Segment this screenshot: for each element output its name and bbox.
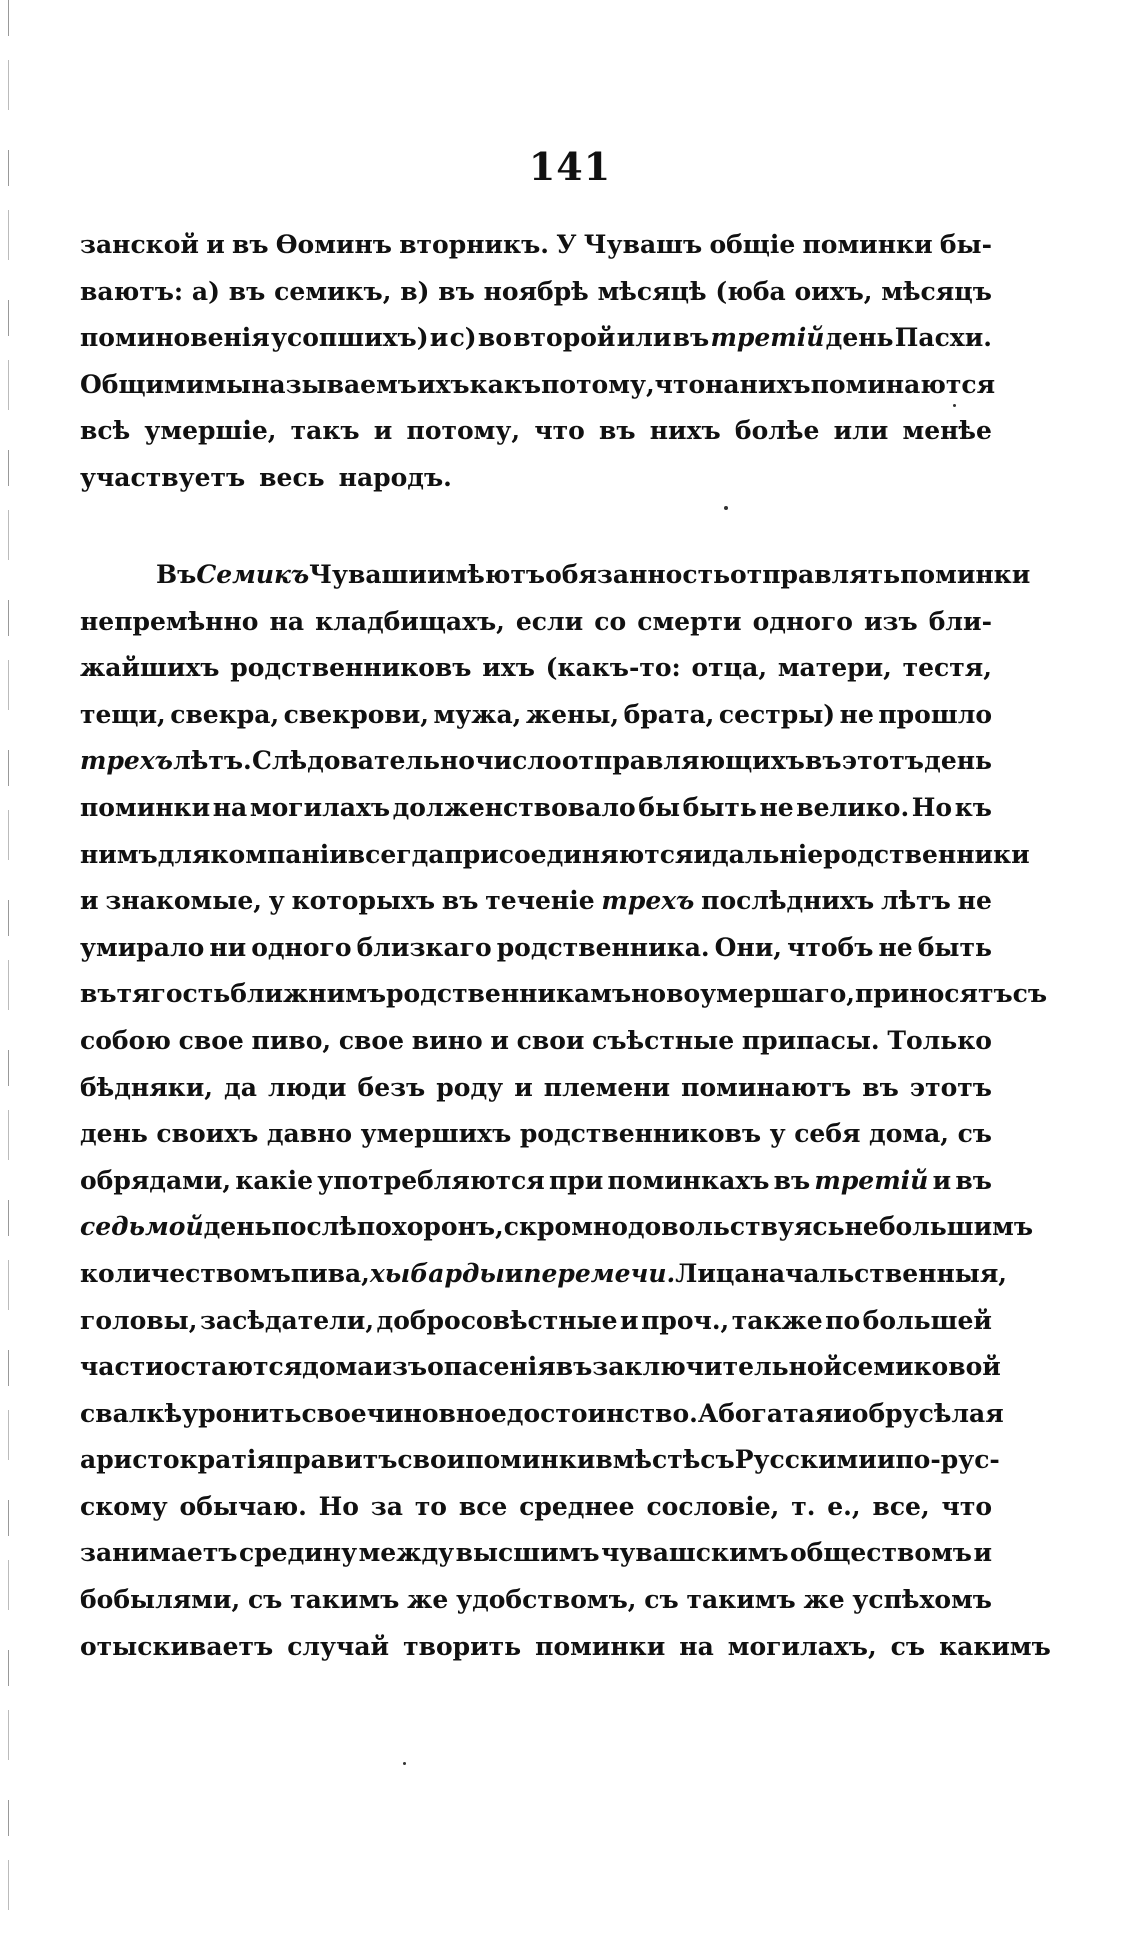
word: близкаго xyxy=(356,932,492,962)
text-line xyxy=(80,692,992,739)
text-line xyxy=(80,1391,1004,1438)
word: могилахъ, xyxy=(727,1631,877,1661)
word: и xyxy=(620,1305,639,1335)
word: съ xyxy=(700,1445,735,1475)
word: въ xyxy=(438,276,475,306)
word: свекра, xyxy=(170,699,280,729)
text-line xyxy=(80,1204,1034,1251)
word: Слѣдовательно xyxy=(252,746,475,776)
word: какимъ xyxy=(939,1631,1051,1661)
word: лѣтъ xyxy=(880,886,951,916)
word: нихъ xyxy=(739,369,811,399)
word: за xyxy=(370,1491,403,1521)
word: обязанность xyxy=(545,560,731,589)
word: день xyxy=(825,323,894,353)
word: поминовенія xyxy=(80,323,270,353)
text-line xyxy=(80,832,1030,879)
word: въ xyxy=(228,276,266,306)
word: начальственныя, xyxy=(750,1258,1007,1288)
text-line xyxy=(80,362,996,409)
word: тестя, xyxy=(902,653,992,683)
word: усопшихъ) xyxy=(271,323,429,353)
word: Ѳоминъ xyxy=(275,230,392,259)
word: ваютъ: xyxy=(80,276,184,306)
text-line xyxy=(80,1158,992,1205)
word: обрядами, xyxy=(80,1165,232,1195)
word: занской xyxy=(80,230,199,259)
word: тещи, xyxy=(80,699,166,729)
word: вино xyxy=(411,1025,483,1055)
word: велико. xyxy=(796,792,910,822)
word: теченіе xyxy=(485,886,595,916)
word: высшимъ xyxy=(455,1538,600,1568)
word: употребляются xyxy=(317,1165,545,1195)
word: сословіе, xyxy=(646,1491,780,1521)
word: собою xyxy=(80,1025,171,1055)
word: обрусѣлая xyxy=(851,1398,1004,1428)
word: послѣ xyxy=(271,1212,357,1242)
word: жайшихъ xyxy=(80,653,220,683)
word: е., xyxy=(827,1491,861,1521)
word: у xyxy=(268,886,285,916)
word: остаются xyxy=(163,1352,303,1382)
word: поминки xyxy=(900,560,1031,589)
word: въ xyxy=(231,230,269,259)
word: Чуваши xyxy=(309,560,427,589)
word: не xyxy=(839,699,874,729)
word: бли- xyxy=(928,606,992,636)
word: новоумершаго, xyxy=(631,979,856,1009)
word: изъ xyxy=(373,1352,428,1382)
word: и xyxy=(373,416,393,446)
word: и xyxy=(429,323,449,353)
word: родственниковъ xyxy=(519,1119,762,1149)
word: а) xyxy=(191,276,220,306)
word: мужа, xyxy=(433,699,522,729)
word: же xyxy=(407,1585,449,1615)
word: на xyxy=(269,606,305,636)
word: или xyxy=(833,416,889,446)
word: в) xyxy=(400,276,430,306)
print-speck xyxy=(403,1762,406,1765)
word: въ xyxy=(555,1352,593,1382)
word: быть xyxy=(917,932,992,962)
word: припасы. xyxy=(741,1025,880,1055)
word: бы- xyxy=(939,230,992,259)
word: одного xyxy=(251,932,352,962)
word: родственника. xyxy=(496,932,710,962)
word: третій xyxy=(814,1165,929,1195)
word: не xyxy=(759,792,794,822)
word: поминки xyxy=(535,1631,666,1661)
word: вмѣстѣ xyxy=(595,1445,701,1475)
word: не xyxy=(878,932,913,962)
word: ноябрѣ xyxy=(483,276,589,306)
word: какъ xyxy=(469,369,542,399)
word: долженствовало xyxy=(392,792,636,822)
word: Только xyxy=(887,1025,992,1055)
word: что xyxy=(654,369,706,399)
word: съ xyxy=(957,1119,992,1149)
word: семиковой xyxy=(842,1352,1001,1382)
word: этотъ xyxy=(909,1072,992,1102)
word: поминки xyxy=(802,230,933,259)
word: во xyxy=(477,323,512,353)
word: или xyxy=(616,323,672,353)
word: также xyxy=(731,1305,823,1335)
word: общіе xyxy=(709,230,796,259)
word: бобылями, xyxy=(80,1585,241,1615)
word: весь xyxy=(259,462,325,492)
word: поминкахъ xyxy=(607,1165,770,1195)
word: седьмой xyxy=(80,1212,204,1242)
word: и xyxy=(504,1258,524,1288)
word: на xyxy=(679,1631,714,1661)
word: же xyxy=(803,1585,845,1615)
word: трехъ xyxy=(80,746,173,776)
word: въ xyxy=(773,1165,811,1195)
word: родственниковъ xyxy=(230,653,472,683)
word: въ xyxy=(80,979,117,1009)
word: дальніе xyxy=(711,839,824,869)
word: творить xyxy=(403,1631,522,1661)
word: мѣсяцъ xyxy=(881,276,992,306)
word: ихъ xyxy=(416,369,470,399)
word: проч., xyxy=(641,1305,730,1335)
word: число xyxy=(475,746,562,776)
word: и xyxy=(80,886,99,916)
word: кладбищахъ, xyxy=(315,606,505,636)
word: не xyxy=(957,886,992,916)
word: чиновное xyxy=(366,1398,507,1428)
text-line xyxy=(80,1018,992,1065)
word: родственники xyxy=(823,839,1030,869)
word: чтобъ xyxy=(787,932,874,962)
word: умершихъ xyxy=(360,1119,512,1149)
word: свалкѣ xyxy=(80,1398,183,1428)
word: с) xyxy=(449,323,477,353)
word: менѣе xyxy=(902,416,992,446)
word: поминки xyxy=(465,1445,596,1475)
word: добросовѣстные xyxy=(376,1305,618,1335)
word: народъ. xyxy=(338,462,452,492)
text-line xyxy=(80,552,1031,599)
text-line xyxy=(80,738,992,785)
word: третій xyxy=(710,323,825,353)
word: участвуетъ xyxy=(80,462,246,492)
word: умершіе, xyxy=(144,416,277,446)
word: вторникъ. xyxy=(399,230,549,259)
word: и xyxy=(973,1538,992,1568)
word: Лица xyxy=(675,1258,751,1288)
word: и xyxy=(833,1398,852,1428)
word: отыскиваетъ xyxy=(80,1631,274,1661)
word: и xyxy=(490,1025,509,1055)
word: трехъ xyxy=(601,886,695,916)
word: давно xyxy=(266,1119,353,1149)
word: такимъ xyxy=(290,1585,400,1615)
word: скому xyxy=(80,1491,168,1521)
word: изъ xyxy=(863,606,918,636)
word: перемечи. xyxy=(523,1258,676,1288)
word: всѣ xyxy=(80,416,131,446)
word: засѣдатели, xyxy=(199,1305,375,1335)
word: этотъ xyxy=(841,746,924,776)
word: отправляющихъ xyxy=(561,746,805,776)
word: приносятъ xyxy=(855,979,1013,1009)
word: поминки xyxy=(80,792,211,822)
word: и xyxy=(206,230,225,259)
word: по xyxy=(825,1305,861,1335)
word: Русскими xyxy=(734,1445,877,1475)
word: въ xyxy=(862,1072,899,1102)
word: знакомые, xyxy=(105,886,262,916)
word: среднее xyxy=(519,1491,635,1521)
word: для xyxy=(157,839,211,869)
word: да xyxy=(224,1072,257,1102)
word: на xyxy=(212,792,248,822)
word: ближнимъ xyxy=(230,979,387,1009)
text-line xyxy=(80,1251,1007,1298)
word: прошло xyxy=(878,699,992,729)
word: (юба оихъ, xyxy=(715,276,873,306)
word: пиво, xyxy=(251,1025,332,1055)
word: потому, xyxy=(541,369,655,399)
word: свое xyxy=(338,1025,405,1055)
word: въ xyxy=(441,886,479,916)
word: въ xyxy=(598,416,636,446)
word: пива, xyxy=(290,1258,370,1288)
word: Общими xyxy=(80,369,205,399)
print-speck xyxy=(724,506,728,510)
word: все, xyxy=(872,1491,930,1521)
word: при xyxy=(548,1165,604,1195)
word: и xyxy=(514,1072,533,1102)
print-speck xyxy=(953,404,956,407)
word: и xyxy=(876,1445,896,1475)
word: все xyxy=(458,1491,508,1521)
word: лѣтъ. xyxy=(173,746,252,776)
word: со xyxy=(594,606,627,636)
paragraph-1 xyxy=(80,222,996,502)
word: Чувашъ xyxy=(583,230,703,259)
word: достоинство. xyxy=(506,1398,698,1428)
word: Они, xyxy=(714,932,782,962)
word: такимъ xyxy=(686,1585,796,1615)
word: съѣстные xyxy=(592,1025,735,1055)
word: небольшимъ xyxy=(844,1212,1034,1242)
word: скромно xyxy=(503,1212,628,1242)
word: дома xyxy=(302,1352,374,1382)
word: части xyxy=(80,1352,164,1382)
word: роду xyxy=(436,1072,504,1102)
text-line xyxy=(80,1344,1001,1391)
word: Въ xyxy=(156,560,197,589)
word: ихъ xyxy=(482,653,535,683)
word: уронить xyxy=(182,1398,302,1428)
word: съ xyxy=(644,1585,679,1615)
word: бѣдняки, xyxy=(80,1072,213,1102)
word: поминаютъ xyxy=(681,1072,852,1102)
word: свекрови, xyxy=(283,699,429,729)
word: головы, xyxy=(80,1305,198,1335)
word: съ xyxy=(247,1585,283,1615)
word: количествомъ xyxy=(80,1258,291,1288)
word: (какъ-то: xyxy=(545,653,681,683)
word: У xyxy=(556,230,577,259)
text-line xyxy=(80,1437,1000,1484)
word: большей xyxy=(862,1305,992,1335)
word: брата, xyxy=(623,699,715,729)
text-line xyxy=(80,1484,992,1531)
word: свои xyxy=(516,1025,585,1055)
text-line xyxy=(80,408,992,455)
word: т. xyxy=(791,1491,816,1521)
word: Но xyxy=(318,1491,359,1521)
word: ни xyxy=(209,932,247,962)
word: смерти xyxy=(637,606,742,636)
word: потому, xyxy=(406,416,521,446)
word: въ xyxy=(805,746,842,776)
word: себя xyxy=(794,1119,861,1149)
word: на xyxy=(705,369,740,399)
word: послѣднихъ xyxy=(701,886,875,916)
word: поминаются xyxy=(810,369,996,399)
word: Семикъ xyxy=(196,560,310,589)
word: мы xyxy=(204,369,252,399)
word: племени xyxy=(543,1072,671,1102)
word: непремѣнно xyxy=(80,606,259,636)
text-line xyxy=(80,971,1048,1018)
word: и xyxy=(932,1165,952,1195)
word: довольствуясь xyxy=(627,1212,845,1242)
word: чувашскимъ xyxy=(601,1538,789,1568)
word: заключительной xyxy=(592,1352,843,1382)
word: свое xyxy=(178,1025,244,1055)
text-line xyxy=(80,785,992,832)
word: люди xyxy=(267,1072,347,1102)
word: тягость xyxy=(116,979,231,1009)
word: аристократія xyxy=(80,1445,275,1475)
word: которыхъ xyxy=(291,886,436,916)
word: свое xyxy=(301,1398,367,1428)
text-line xyxy=(80,455,992,502)
word: удобствомъ, xyxy=(456,1585,637,1615)
text-line xyxy=(80,1065,992,1112)
word: въ xyxy=(672,323,710,353)
word: родственникамъ xyxy=(386,979,632,1009)
word: между xyxy=(358,1538,455,1568)
word: сестры) xyxy=(718,699,836,729)
word: средину xyxy=(238,1538,358,1568)
word: случай xyxy=(287,1631,390,1661)
word: дома, xyxy=(869,1119,950,1149)
word: имѣютъ xyxy=(426,560,546,589)
word: богатая xyxy=(718,1398,834,1428)
word: нимъ xyxy=(80,839,158,869)
word: правитъ xyxy=(274,1445,398,1475)
word: по-рус- xyxy=(895,1445,1000,1475)
page-number: 141 xyxy=(528,144,612,189)
text-line xyxy=(80,222,992,269)
word: мѣсяцѣ xyxy=(597,276,707,306)
word: компаніи xyxy=(210,839,348,869)
word: обществомъ xyxy=(790,1538,972,1568)
word: всегда xyxy=(347,839,445,869)
word: что xyxy=(941,1491,992,1521)
word: съ xyxy=(890,1631,926,1661)
word: одного xyxy=(752,606,853,636)
paragraph-2 xyxy=(80,552,1051,1670)
word: умирало xyxy=(80,932,205,962)
word: съ xyxy=(1012,979,1048,1009)
word: жены, xyxy=(525,699,620,729)
word: если xyxy=(515,606,584,636)
word: семикъ, xyxy=(274,276,392,306)
word: быть xyxy=(682,792,757,822)
word: могилахъ xyxy=(249,792,391,822)
word: въ xyxy=(955,1165,992,1195)
text-line xyxy=(80,1577,992,1624)
word: такъ xyxy=(290,416,360,446)
word: къ xyxy=(954,792,992,822)
word: хыбарды xyxy=(369,1258,505,1288)
word: занимаетъ xyxy=(80,1538,238,1568)
page-edge-scan-line xyxy=(8,0,9,1950)
word: присоединяются xyxy=(444,839,694,869)
text-line xyxy=(80,1624,1051,1671)
text-line xyxy=(80,315,992,362)
word: день xyxy=(203,1212,272,1242)
word: и xyxy=(693,839,712,869)
word: отправлять xyxy=(730,560,901,589)
text-line xyxy=(80,599,992,646)
word: матери, xyxy=(777,653,892,683)
word: свои xyxy=(397,1445,466,1475)
word: своихъ xyxy=(156,1119,259,1149)
word: какіе xyxy=(235,1165,314,1195)
word: болѣе xyxy=(734,416,820,446)
word: похоронъ, xyxy=(356,1212,504,1242)
word: то xyxy=(414,1491,447,1521)
word: нихъ xyxy=(649,416,721,446)
word: что xyxy=(534,416,585,446)
word: А xyxy=(697,1398,719,1428)
word: второй xyxy=(513,323,616,353)
text-line xyxy=(80,1530,992,1577)
word: опасенія xyxy=(427,1352,556,1382)
word: называемъ xyxy=(251,369,417,399)
word: отца, xyxy=(691,653,768,683)
word: безъ xyxy=(357,1072,426,1102)
word: у xyxy=(769,1119,786,1149)
word: бы xyxy=(638,792,681,822)
word: обычаю. xyxy=(179,1491,307,1521)
word: день xyxy=(924,746,992,776)
word: Пасхи. xyxy=(894,323,992,353)
text-line xyxy=(80,1298,992,1345)
word: Но xyxy=(911,792,953,822)
text-line xyxy=(80,645,992,692)
text-line xyxy=(80,878,992,925)
text-line xyxy=(80,269,992,316)
word: успѣхомъ xyxy=(852,1585,992,1615)
text-line xyxy=(80,925,992,972)
text-line xyxy=(80,1111,992,1158)
word: день xyxy=(80,1119,148,1149)
